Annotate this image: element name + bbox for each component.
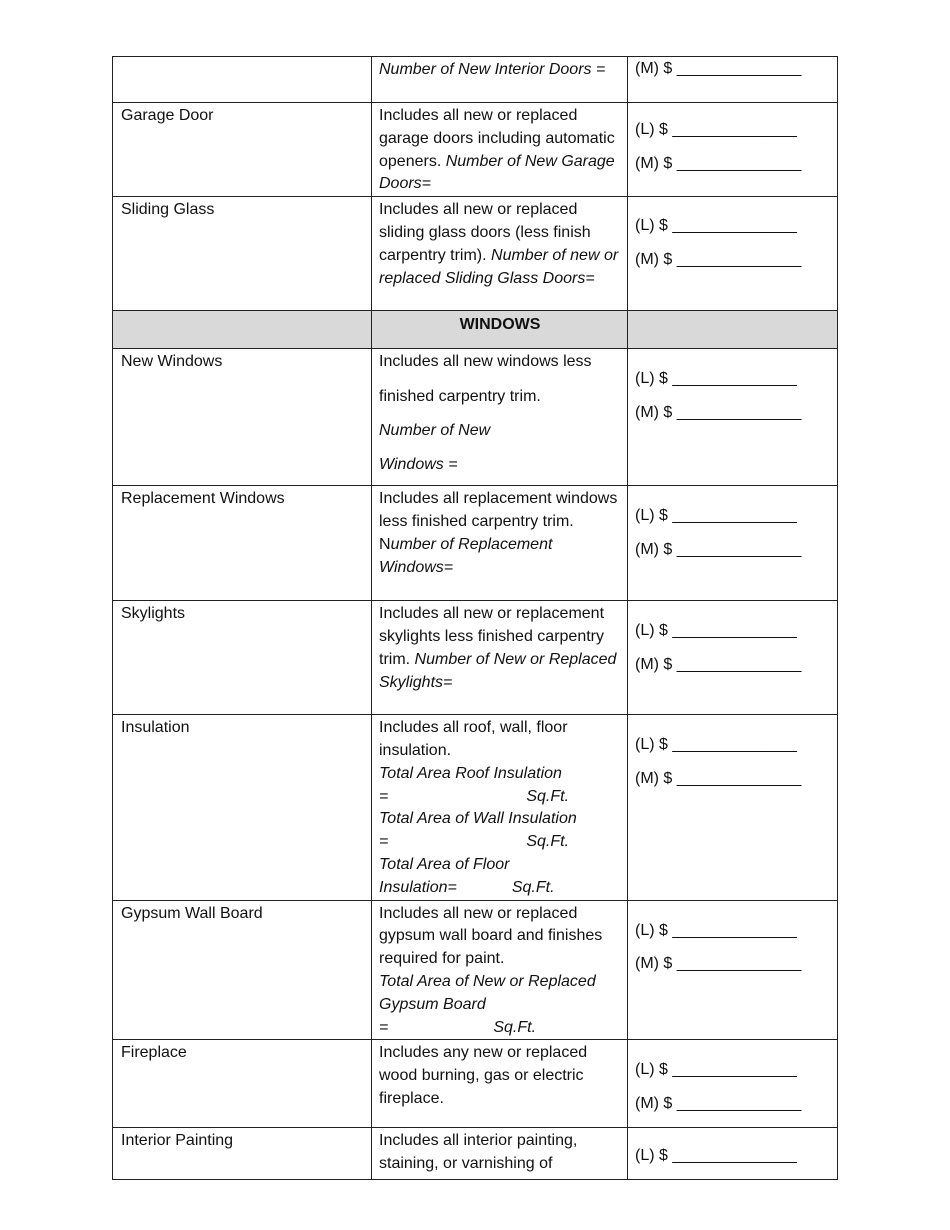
- labor-cost-field[interactable]: (L) $ ______________: [635, 1061, 797, 1079]
- description-cell: [372, 601, 628, 715]
- labor-cost-field[interactable]: (L) $ ______________: [635, 1147, 797, 1165]
- description-text: Includes all roof, wall, floor insulation.: [379, 719, 568, 759]
- description-text: Includes all new or replacement skylights less finished carpentry trim.: [379, 605, 605, 668]
- description-italic: Number of New Interior Doors =: [379, 61, 606, 78]
- cost-cell: [628, 349, 838, 486]
- description-text: Includes all interior painting, staining, or varnishing of: [379, 1132, 578, 1173]
- wall-insulation-value: = Sq.Ft.: [379, 833, 570, 851]
- description-text: Includes all new or replaced sliding glass doors (less finish carpentry trim).: [379, 201, 591, 264]
- table-row: [113, 1040, 838, 1128]
- cost-cell: [628, 601, 838, 715]
- table-row: [113, 1128, 838, 1180]
- floor-insulation-label: Total Area of Floor: [379, 855, 510, 873]
- item-cell: [113, 601, 372, 715]
- description-italic: umber of Replacement Windows=: [379, 535, 553, 576]
- table-row: [113, 715, 838, 900]
- description-italic: Number of New: [379, 421, 491, 439]
- description-text: Includes all new windows less: [379, 353, 592, 371]
- cost-cell: [628, 1040, 838, 1128]
- cost-cell: [628, 103, 838, 197]
- description-cell: [372, 197, 628, 311]
- description-italic: Total Area of New or Replaced Gypsum Board: [379, 972, 596, 1013]
- section-header-blank: [113, 311, 372, 349]
- section-header-blank: [628, 311, 838, 349]
- material-cost-field[interactable]: (M) $ ______________: [635, 154, 802, 172]
- cost-cell: [628, 197, 838, 311]
- description-text: Includes all new or replaced gypsum wall board and finishes required for paint.: [379, 904, 603, 968]
- description-cell: [372, 1040, 628, 1128]
- item-cell: [113, 1040, 372, 1128]
- gypsum-area-value: = Sq.Ft.: [379, 1018, 537, 1036]
- item-cell: [113, 900, 372, 1040]
- item-label: Insulation: [121, 719, 190, 737]
- table-row: [113, 103, 838, 197]
- section-title: WINDOWS: [372, 311, 628, 349]
- labor-cost-field[interactable]: (L) $ ______________: [635, 217, 797, 235]
- labor-cost-field[interactable]: (L) $ ______________: [635, 370, 797, 388]
- item-label: Gypsum Wall Board: [121, 904, 263, 922]
- item-label: Garage Door: [121, 107, 214, 124]
- roof-insulation-label: Total Area Roof Insulation: [379, 764, 562, 782]
- item-label: Sliding Glass: [121, 201, 215, 219]
- description-cell: [372, 715, 628, 900]
- table-row: [113, 486, 838, 601]
- description-italic: Number of new or replaced Sliding Glass Doors=: [379, 246, 619, 287]
- roof-insulation-value: = Sq.Ft.: [379, 787, 570, 805]
- cost-cell: [628, 57, 838, 103]
- cost-cell: [628, 715, 838, 900]
- section-header-row: [113, 311, 838, 349]
- description-cell: [372, 103, 628, 197]
- table-row: [113, 601, 838, 715]
- description-cell: [372, 486, 628, 601]
- cost-estimate-table: [112, 56, 838, 1180]
- description-cell: [372, 1128, 628, 1180]
- labor-cost-field[interactable]: (L) $ ______________: [635, 507, 797, 525]
- material-cost-field[interactable]: (M) $ ______________: [635, 1095, 802, 1113]
- material-cost-field[interactable]: (M) $ ______________: [635, 655, 802, 673]
- cost-cell: [628, 1128, 838, 1180]
- description-cell: [372, 900, 628, 1040]
- labor-cost-field[interactable]: (L) $ ______________: [635, 736, 797, 754]
- cost-cell: [628, 900, 838, 1040]
- item-label: Interior Painting: [121, 1132, 234, 1150]
- item-cell: [113, 715, 372, 900]
- table-row: [113, 900, 838, 1040]
- description-cell: [372, 57, 628, 103]
- material-cost-field[interactable]: (M) $ ______________: [635, 250, 802, 268]
- table-row: [113, 349, 838, 486]
- floor-insulation-value: Insulation= Sq.Ft.: [379, 878, 555, 896]
- cost-cell: [628, 486, 838, 601]
- item-cell: [113, 57, 372, 103]
- item-cell: [113, 197, 372, 311]
- description-italic: Windows =: [379, 455, 458, 473]
- description-text: Includes all replacement windows less finished carpentry trim. N: [379, 490, 618, 553]
- material-cost-field[interactable]: (M) $ ______________: [635, 769, 802, 787]
- description-text: Includes any new or replaced wood burning, gas or electric fireplace.: [379, 1044, 588, 1107]
- material-cost-field[interactable]: (M) $ ______________: [635, 403, 802, 421]
- item-cell: [113, 486, 372, 601]
- description-cell: [372, 349, 628, 486]
- item-label: Fireplace: [121, 1044, 187, 1062]
- material-cost-field[interactable]: (M) $ ______________: [635, 540, 802, 558]
- labor-cost-field[interactable]: (L) $ ______________: [635, 121, 797, 138]
- item-cell: [113, 1128, 372, 1180]
- item-label: New Windows: [121, 353, 223, 371]
- description-italic: Number of New Garage Doors=: [379, 152, 615, 193]
- table-row: [113, 57, 838, 103]
- labor-cost-field[interactable]: (L) $ ______________: [635, 921, 797, 939]
- item-cell: [113, 349, 372, 486]
- material-cost-field[interactable]: (M) $ ______________: [635, 955, 802, 973]
- description-text: finished carpentry trim.: [379, 387, 541, 405]
- item-cell: [113, 103, 372, 197]
- description-italic: Number of New or Replaced Skylights=: [379, 650, 617, 691]
- item-label: Replacement Windows: [121, 490, 285, 508]
- labor-cost-field[interactable]: (L) $ ______________: [635, 622, 797, 640]
- wall-insulation-label: Total Area of Wall Insulation: [379, 810, 577, 828]
- table-row: [113, 197, 838, 311]
- material-cost-field[interactable]: (M) $ ______________: [635, 60, 802, 77]
- description-text: Includes all new or replaced garage doors including automatic openers.: [379, 107, 615, 170]
- item-label: Skylights: [121, 605, 186, 623]
